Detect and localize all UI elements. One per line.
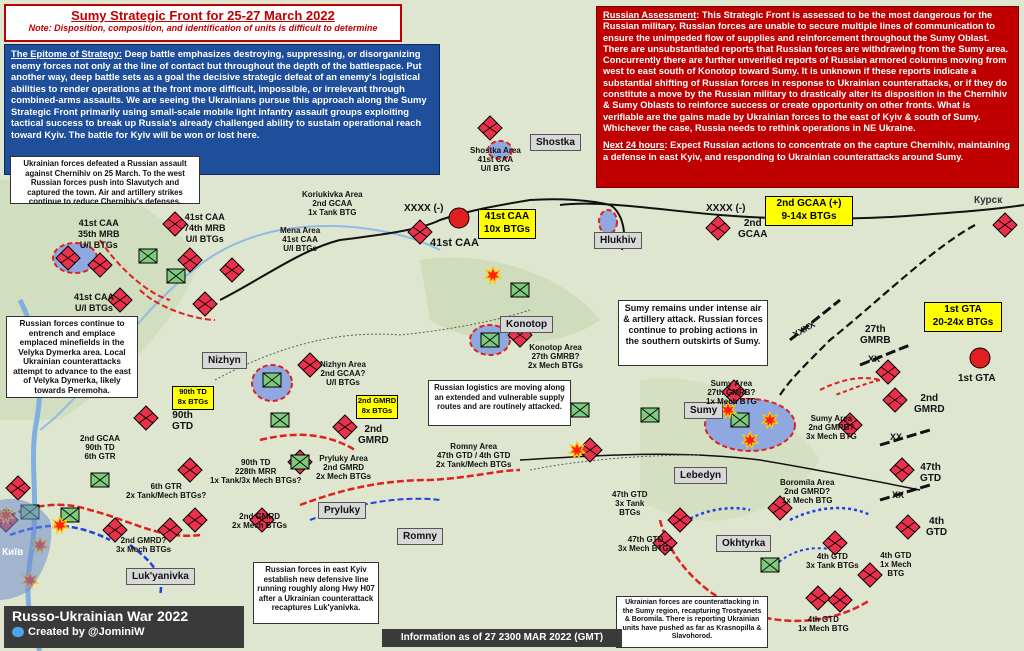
info-timestamp: Information as of 27 2300 MAR 2022 (GMT) xyxy=(382,629,622,647)
note-logistics: Russian logistics are moving along an extended and vulnerable supply routes and are routinely attacked. xyxy=(428,380,571,426)
note-counterattack: Ukrainian forces are counterattacking in the Sumy region, recapturing Trostyanets & Boromila. There is reporting Ukrainian units have pushed as far as Krasnopilla & Slavohorod. xyxy=(616,596,768,648)
label-mena-area: Mena Area 41st CAA U/I BTGs xyxy=(280,226,321,253)
label-sumy-area-east: Sumy Area 2nd GMRB? 3x Mech BTG xyxy=(806,414,857,441)
svg-text:XX: XX xyxy=(890,432,903,442)
next-24-heading: Next 24 hours xyxy=(603,140,665,151)
label-2gmrd-east: 2nd GMRD xyxy=(914,393,945,415)
label-41caa-ui: 41st CAA U/I BTGs xyxy=(74,292,115,313)
city-pryluky: Pryluky xyxy=(318,502,366,519)
city-kyiv: Київ xyxy=(2,547,24,558)
label-41caa-main: 41st CAA xyxy=(430,237,479,249)
label-6gtr: 6th GTR 2x Tank/Mech BTGs? xyxy=(126,482,207,500)
label-sumy-area-north: Sumy Area 27th GMRB? 1x Mech BTG xyxy=(706,379,757,406)
label-2gmrd-3x: 2nd GMRD? 3x Mech BTGs xyxy=(116,536,172,554)
label-boromila-area: Boromila Area 2nd GMRD? 1x Mech BTG xyxy=(780,478,835,505)
strength-box-1gta: 1st GTA 20-24x BTGs xyxy=(924,302,1002,332)
label-4gtd-1x-mech: 4th GTD 1x Mech BTG xyxy=(880,551,912,578)
label-47gtd-3x-mech: 47th GTD 3x Mech BTGs xyxy=(618,535,674,553)
city-kursk: Курск xyxy=(974,195,1003,206)
label-pryluky-area: Pryluky Area 2nd GMRD 2x Mech BTGs xyxy=(316,454,372,481)
twitter-icon xyxy=(12,627,24,637)
label-41caa-35mrb: 41st CAA 35th MRB U/I BTGs xyxy=(78,218,120,250)
echelon-41caa: XXXX (-) xyxy=(404,203,444,214)
label-1gta: 1st GTA xyxy=(958,373,996,384)
svg-text:XX: XX xyxy=(868,354,881,364)
army-hq-marker-1gta xyxy=(970,348,990,368)
army-hq-marker-41caa xyxy=(449,208,469,228)
city-lukyanivka: Luk'yanivka xyxy=(126,568,195,585)
label-90td-228mrr: 90th TD 228th MRR 1x Tank/3x Mech BTGs? xyxy=(210,458,302,485)
label-90gtd: 90th GTD xyxy=(172,410,194,432)
strength-box-2gmrd: 2nd GMRD 8x BTGs xyxy=(356,395,398,419)
next-24-text: Expect Russian actions to concentrate on the capture Chernihiv, maintaining a defense in east Kyiv, and responding to Ukrainian counterattacks around Sumy. xyxy=(603,140,1010,162)
label-romny-area: Romny Area 47th GTD / 4th GTD 2x Tank/Mech BTGs xyxy=(436,442,512,469)
echelon-2gcaa: XXXX (-) xyxy=(706,203,746,214)
label-2gcaa-90td: 2nd GCAA 90th TD 6th GTR xyxy=(80,434,120,461)
ukraine-held-area-hlukhiv xyxy=(599,210,617,234)
label-27gmrb: 27th GMRB xyxy=(860,324,891,346)
label-41caa-74mrb: 41st CAA 74th MRB U/I BTGs xyxy=(184,212,226,244)
city-nizhyn: Nizhyn xyxy=(202,352,247,369)
city-konotop: Konotop xyxy=(500,316,553,333)
city-hlukhiv: Hlukhiv xyxy=(594,232,642,249)
city-okhtyrka: Okhtyrka xyxy=(716,535,771,552)
russian-assessment-box: Russian Assessment: This Strategic Front is assessed to be the most dangerous for the Russian military. Russian forces are unable to secure multiple lines of communication to ensure the unimpeded flow of supplies and reinforcement throughout the Sumy Oblast. There are unsubstantiated reports that Russian forces are withdrawing from the Sumy area. Concurrently there are further unverified reports of Russian armored columns moving from west to east south of Konotop toward Sumy. It is unknown if these reports indicate a substantial shifting of Russian forces in response to Ukrainian counterattacks, or if they do constitute a move by the Russian military to drastically alter its disposition in the Chernihiv & Sumy Oblasts to reinforce success or create opportunity on other fronts. What is verifiable are the gains made by Ukrainian forces to the east of Kyiv & south of Sumy. Whichever the case, Russia needs to rethink operations in NE Ukraine. Next 24 hours: Expect Russian actions to concentrate on the capture Chernihiv, maintaining a defense in east Kyiv, and responding to Ukrainian counterattacks around Sumy. xyxy=(596,6,1019,188)
label-2gmrd-2x: 2nd GMRD 2x Mech BTGs xyxy=(232,512,288,530)
footer-credit: Created by @JominiW xyxy=(28,626,145,638)
map-title: Sumy Strategic Front for 25-27 March 2022 xyxy=(71,8,335,23)
label-2gcaa-main: 2nd GCAA xyxy=(738,218,768,240)
svg-text:XXXX: XXXX xyxy=(791,319,817,340)
note-chernihiv: Ukrainian forces defeated a Russian assault against Chernihiv on 25 March. To the west Russian forces push into Slavutych and captured the town. Air and artillery strikes continue to reduce Chernihiv's defenses. xyxy=(10,156,200,204)
city-sumy: Sumy xyxy=(684,402,723,419)
label-shostka-area: Shostka Area 41st CAA U/I BTG xyxy=(470,146,521,173)
map-title-box xyxy=(4,4,402,42)
label-47gtd: 47th GTD xyxy=(920,462,942,484)
city-romny: Romny xyxy=(397,528,443,545)
label-47gtd-3x-tank: 47th GTD 3x Tank BTGs xyxy=(612,490,648,517)
label-4gtd-3x-tank: 4th GTD 3x Tank BTGs xyxy=(806,552,859,570)
label-koriukivka-area: Koriukivka Area 2nd GCAA 1x Tank BTG xyxy=(302,190,363,217)
strength-box-90td: 90th TD 8x BTGs xyxy=(172,386,214,410)
note-east-kyiv: Russian forces in east Kyiv establish new defensive line running roughly along Hwy H07 after a Ukrainian counterattack recaptures Luk'yanivka. xyxy=(253,562,379,624)
label-2gmrd: 2nd GMRD xyxy=(358,424,389,446)
strength-box-2gcaa: 2nd GCAA (+) 9-14x BTGs xyxy=(765,196,853,226)
city-lebedyn: Lebedyn xyxy=(674,467,727,484)
assessment-text: This Strategic Front is assessed to be the most dangerous for the Russian military. Russian forces are unable to secure multiple lines of communication to ensure the unimpeded flow of supplies and reinforcement throughout the Sumy Oblast. There are unsubstantiated reports that Russian forces are withdrawing from the Sumy area. Concurrently there are further unverified reports of Russian armored columns moving from west to east south of Konotop toward Sumy. It is unknown if these reports indicate a substantial shifting of Russian forces in response to Ukrainian counterattacks, or if they do constitute a move by the Russian military to drastically alter its disposition in the Chernihiv & Sumy Oblasts to reinforce success or create opportunity on other fronts. What is verifiable are the gains made by Ukrainian forces to the east of Kyiv & south of Sumy. Whichever the case, Russia needs to rethink operations in NE Ukraine. xyxy=(603,10,1009,133)
footer-credit-box xyxy=(4,606,244,648)
strength-box-41caa: 41st CAA 10x BTGs xyxy=(478,209,536,239)
label-konotop-area: Konotop Area 27th GMRB? 2x Mech BTGs xyxy=(528,343,584,370)
epitome-heading: The Epitome of Strategy: xyxy=(11,48,122,59)
svg-text:XX: XX xyxy=(892,490,905,500)
footer-title: Russo-Ukrainian War 2022 xyxy=(12,608,189,624)
assessment-heading: Russian Assessment xyxy=(603,10,697,20)
label-4gtd: 4th GTD xyxy=(926,516,948,538)
epitome-text: Deep battle emphasizes destroying, suppressing, or disorganizing enemy forces not only at the line of contact but throughout the depth of the battlespace. Put another way, deep battle sets as a goal the decisive strategic defeat of an enemy's logistical abilities to render operations at the front more difficult, impossible, or irrelevant through combined-arms assaults. We are seeing the Ukrainians pursue this approach along the Sumy Strategic Front primarily using small-scale mobile light infantry assault groups exploiting tactical success to break up Russia's already challenged ability to sustain operational reach toward Kyiv. The battle for Kyiv will be won or lost here. xyxy=(11,48,427,140)
label-4gtd-1x-mech-south: 4th GTD 1x Mech BTG xyxy=(798,615,849,633)
city-shostka: Shostka xyxy=(530,134,581,151)
note-velyka-dymerka: Russian forces continue to entrench and emplace emplaced minefields in the Velyka Dymerka area. Local Ukrainian counterattacks attempt to advance to the east of Velyka Dymerka, likely towards Peremoha. xyxy=(6,316,138,398)
map-subtitle: Note: Disposition, composition, and identification of units is difficult to determine xyxy=(28,23,378,33)
note-sumy: Sumy remains under intense air & artillery attack. Russian forces continue to probing actions in the southern outskirts of Sumy. xyxy=(618,300,768,366)
label-nizhyn-area: Nizhyn Area 2nd GCAA? U/I BTGs xyxy=(320,360,366,387)
